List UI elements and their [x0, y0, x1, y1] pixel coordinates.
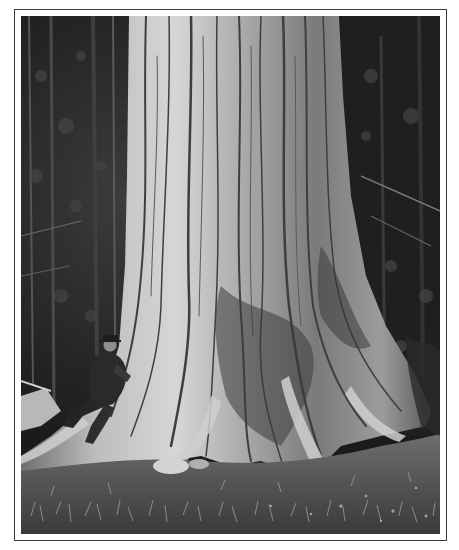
stone-small	[189, 459, 209, 469]
photograph	[21, 16, 440, 534]
photo-illustration	[21, 16, 440, 534]
white-stone	[153, 458, 189, 474]
photo-plate-frame	[14, 9, 447, 541]
